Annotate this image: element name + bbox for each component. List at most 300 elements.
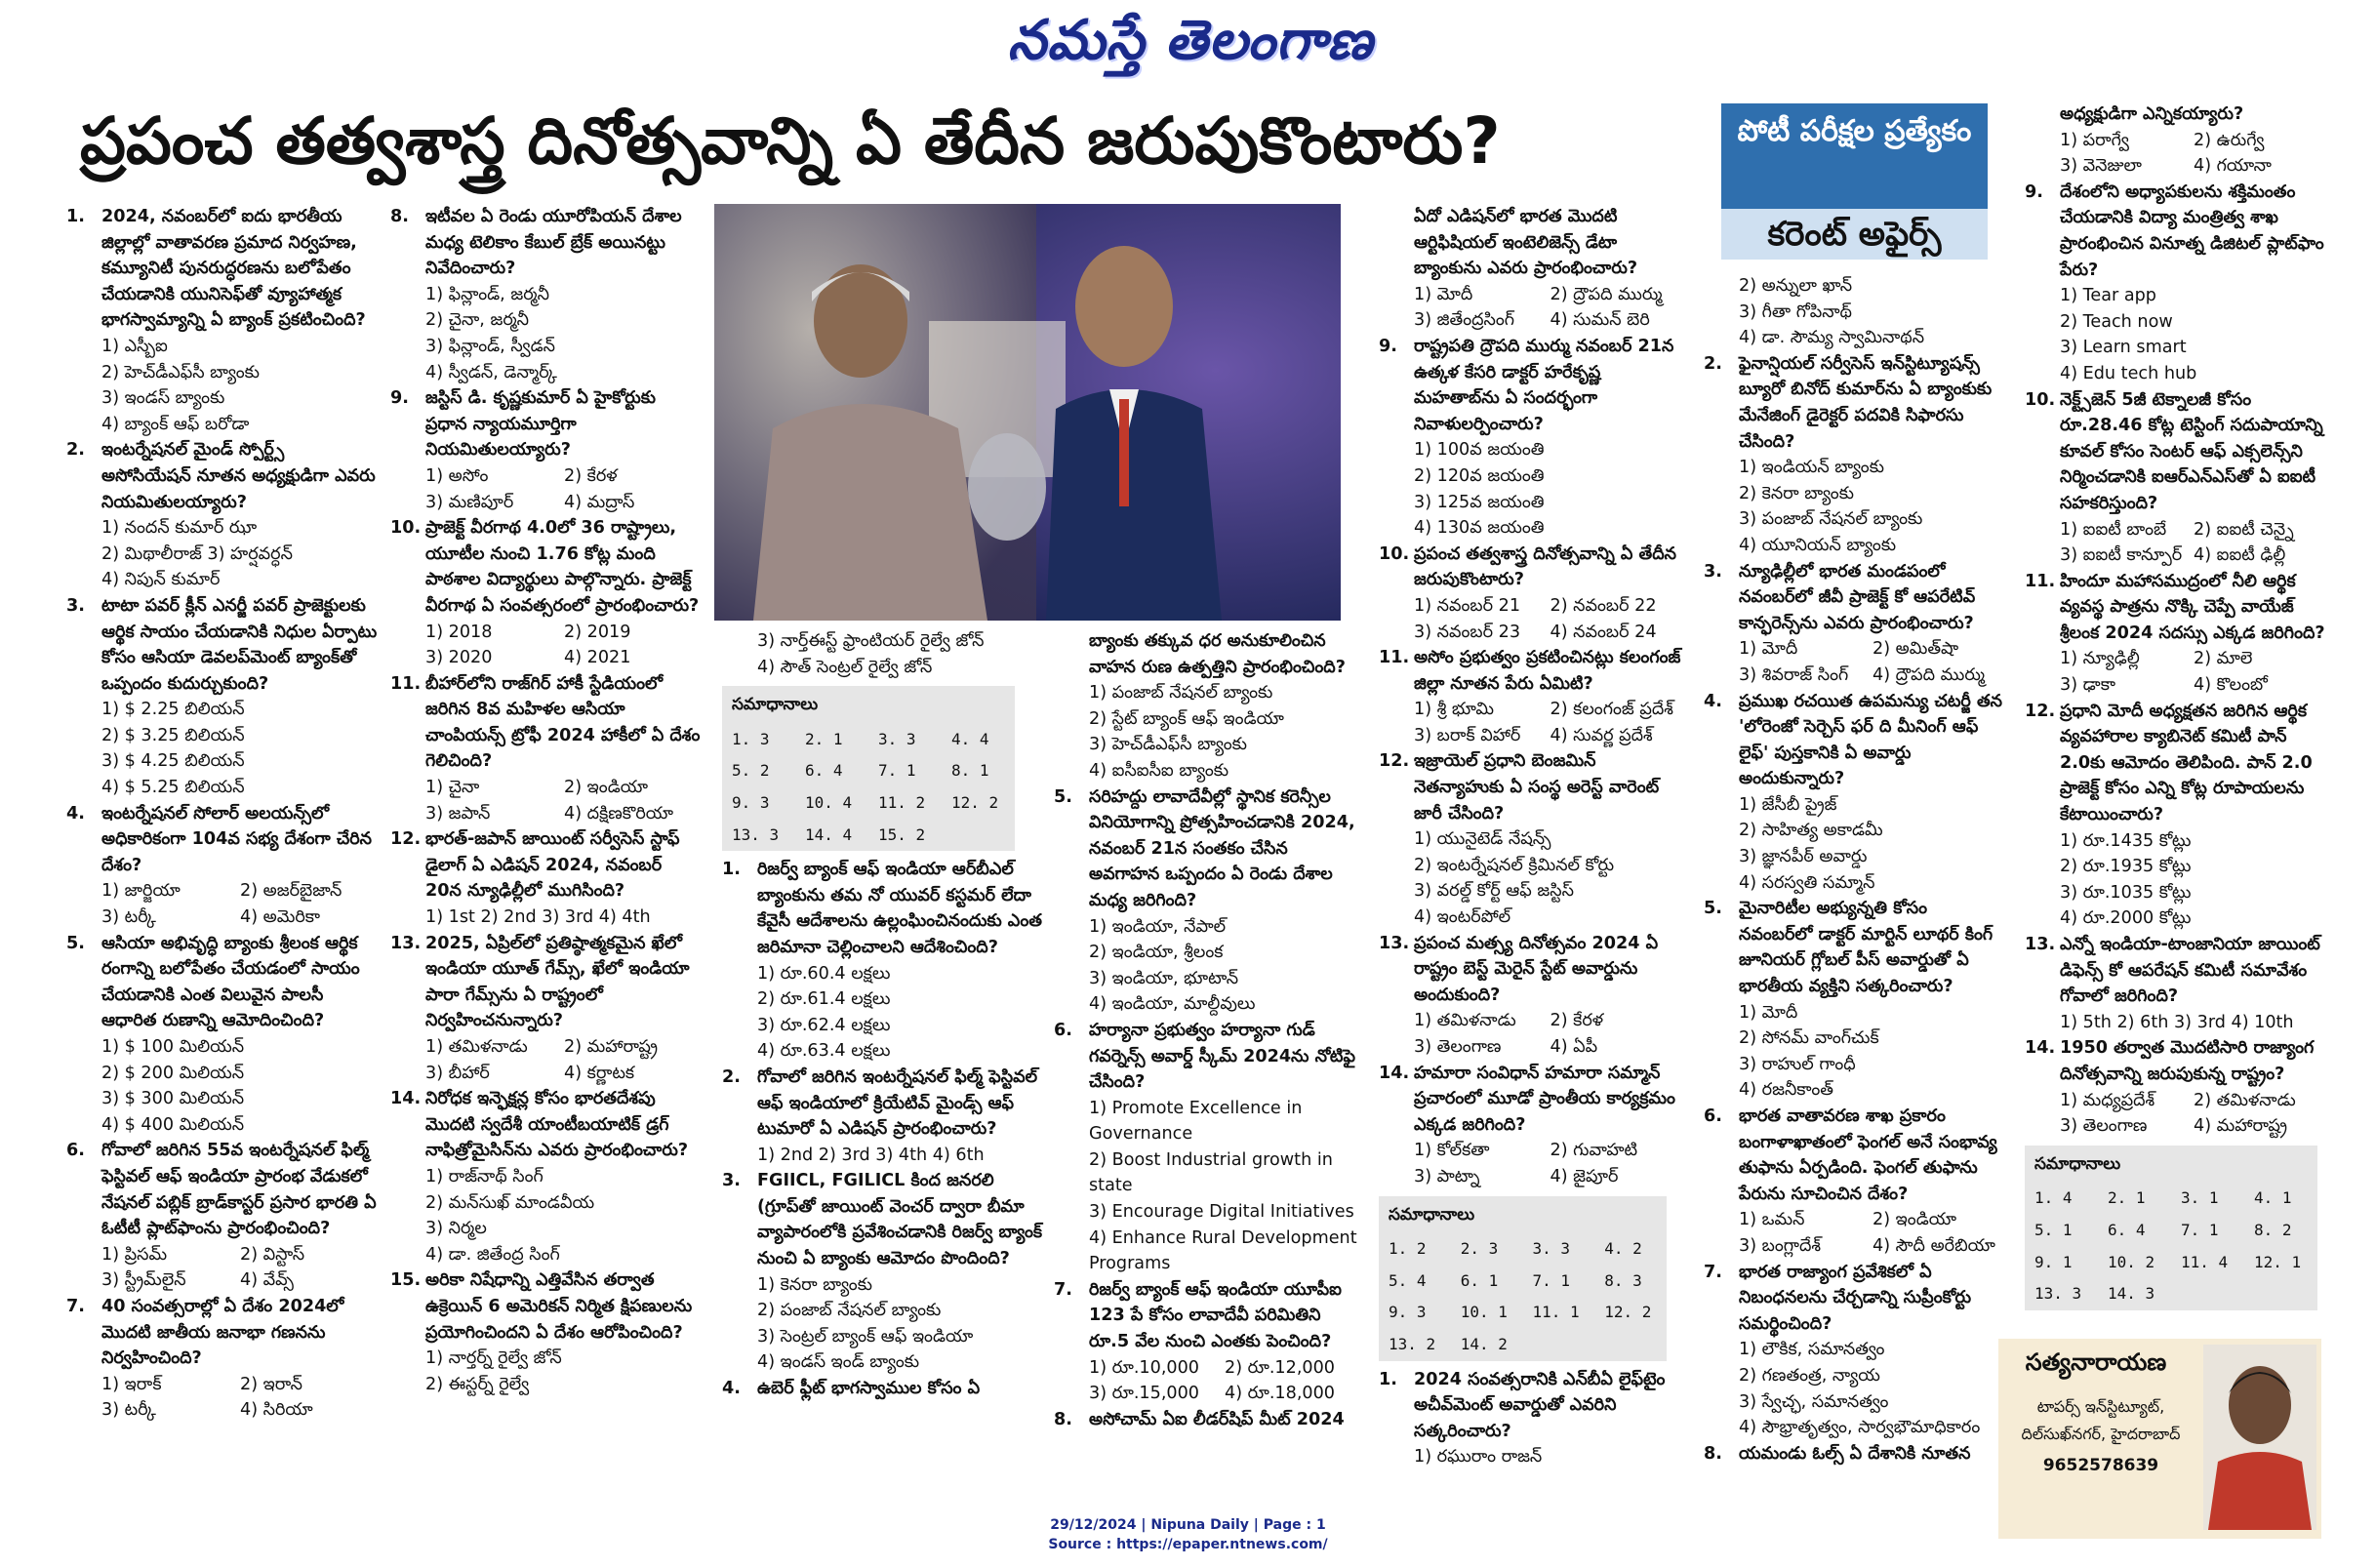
answer-option: 1) నార్తర్న్ రైల్వే జోన్ (425, 1348, 562, 1369)
answers-cell: 13. 3 (2034, 1284, 2082, 1304)
question-stem (1379, 542, 1686, 593)
answers-cell: 14. 2 (1460, 1334, 1508, 1353)
answers-cell: 1. 4 (2034, 1188, 2073, 1208)
answer-option: 3) రాహుల్ గాంధీ (1739, 1054, 1856, 1074)
question-text: గోవాలో జరిగిన 55వ ఇంటర్నేషనల్ ఫిల్మ్ ఫెస్టివల్ ఆఫ్ ఇండియా ప్రారంభ వేడుకలో నేషనల్ పబ్లిక్ బ్రాడ్‌కాస్టర్ ప్రసార భారతి ఏ ఓటీటీ ప్లాట్‌ఫాంను ప్రారంభించింది? (101, 1141, 377, 1239)
question-text: ప్రముఖ రచయిత ఉపమన్యు చటర్జీ తన 'లోరెంజో సెర్చెస్ ఫర్ ది మీనింగ్ ఆఫ్ లైఫ్' పుస్తకానికి ఏ అవార్డు అందుకున్నారు? (1739, 691, 2003, 789)
award-photo (714, 204, 1341, 621)
question-stem (2025, 180, 2327, 283)
answers-row (2025, 1247, 2317, 1279)
question-text: ఇంటర్నేషనల్ మైండ్ స్పోర్ట్స్ అసోసియేషన్ నూతన అధ్యక్షుడిగా ఎవరు నియమితులయ్యారు? (101, 440, 376, 512)
answer-options-grid (390, 1034, 703, 1086)
answer-options-grid (1379, 1138, 1686, 1189)
question (1379, 542, 1686, 645)
answer-option: 4) రూ.2000 కోట్లు (2060, 908, 2192, 929)
answer-option: 2) పంజాబ్ నేషనల్ బ్యాంకు (757, 1301, 942, 1321)
answer-options-grid (390, 463, 703, 515)
question (1054, 1277, 1360, 1407)
answers-cell: 7. 1 (2181, 1220, 2219, 1239)
question (1379, 748, 1686, 930)
answer-option: 2) కెనరా బ్యాంకు (1739, 483, 1854, 503)
question (66, 931, 379, 1139)
answer-option: 3) గీతా గోపినాథ్ (1739, 302, 1852, 322)
answer-option: 1) Promote Excellence in Governance (1089, 1098, 1303, 1145)
answer-option: 3) Learn smart (2060, 338, 2187, 358)
question (722, 1065, 1044, 1168)
answer-option: 3) స్ట్రీమ్‌లైన్ (101, 1270, 186, 1291)
question-text: అసోచామ్ ఏఐ లీడర్‌షిప్ మీట్ 2024 (1089, 1409, 1345, 1429)
answer-options-grid (2025, 128, 2327, 180)
question-number: 2. (1704, 353, 1722, 374)
answer-option: 2) రూ.61.4 లక్షలు (757, 989, 891, 1010)
answer-option: 1) $ 100 మిలియన్ (101, 1037, 245, 1057)
question-text: సరిహద్దు లావాదేవీల్లో స్థానిక కరెన్సీల వినియోగాన్ని ప్రోత్సహించడానికి 2024, నవంబర్ 21న సంతకం చేసిన అవగాహన ఒప్పందం ఏ రెండు దేశాల మధ్య జరిగింది? (1089, 786, 1355, 910)
answer-option: 1) న్యూఢిల్లీ (2060, 649, 2140, 669)
answer-option: 3) జపాన్ (425, 803, 491, 824)
answer-option: 2) హెచ్‌డీఎఫ్‌సీ బ్యాంకు (101, 362, 260, 382)
answers-cell: 7. 1 (878, 761, 916, 781)
question-number: 9. (1379, 336, 1397, 356)
answer-option: 3) ఇండస్ బ్యాంకు (101, 388, 225, 409)
question-stem (66, 437, 379, 515)
answers-row (722, 787, 1015, 820)
answer-option: 1) 1st 2) 2nd 3) 3rd 4) 4th (425, 907, 651, 928)
question (1704, 896, 2006, 1104)
answer-option: 1) కోల్‌కతా (1414, 1141, 1490, 1161)
question (66, 1138, 379, 1294)
masthead-logo: నమస్తే తెలంగాణ (1007, 8, 1374, 72)
question-number (1054, 628, 1089, 680)
question-number: 4. (66, 803, 85, 824)
answer-option: 3) ఫిన్లాండ్, స్వీడన్ (425, 336, 555, 356)
answers-cell: 9. 3 (732, 792, 770, 812)
answers-cell: 13. 3 (732, 824, 780, 844)
answer-option: 4) ఏపీ (1550, 1037, 1598, 1057)
question-stem (2025, 101, 2327, 128)
answer-option: 3) జ్ఞానపీఠ్ అవార్డు (1739, 847, 1868, 867)
question-stem (1704, 1104, 2006, 1207)
question (722, 1168, 1044, 1376)
author-box (1998, 1339, 2321, 1539)
question-number: 7. (1054, 1279, 1072, 1300)
answer-option: 3) రూ.15,000 (1089, 1384, 1199, 1404)
question-text: అరికా నిషేధాన్ని ఎత్తివేసిన తర్వాత ఉక్రెయిన్ 6 అమెరికన్ నిర్మిత క్షిపణులను ప్రయోగించిందని ఏ దేశం ఆరోపించింది? (425, 1270, 693, 1343)
question-text: ఏదో ఎడిషన్‌లో భారత మొదటి ఆర్టిఫిషియల్ ఇంటెలిజెన్స్ డేటా బ్యాంకును ఎవరు ప్రారంభించారు? (1414, 207, 1638, 279)
question-text: జస్టిస్ డి. కృష్ణకుమార్ ఏ హైకోర్టుకు ప్రధాన న్యాయమూర్తిగా నియమితులయ్యారు? (425, 388, 656, 461)
question-text: ప్రపంచ తత్వశాస్త్ర దినోత్సవాన్ని ఏ తేదీన జరుపుకొంటారు? (1414, 543, 1677, 590)
answers-cell: 14. 4 (805, 824, 853, 844)
author-phone: 9652578639 (2042, 1456, 2159, 1475)
question-stem (722, 857, 1044, 960)
question-stem (1704, 1441, 2006, 1467)
answer-option: 4) రజనీకాంత్ (1739, 1080, 1833, 1101)
answer-option: 1) ఐఐటీ బాంబే (2060, 519, 2167, 540)
answer-option: 1) పంజాబ్ నేషనల్ బ్యాంకు (1089, 683, 1273, 704)
question-number: 1. (1379, 1369, 1397, 1389)
answer-option: 2) $ 200 మిలియన్ (101, 1063, 245, 1083)
question-stem (1379, 931, 1686, 1009)
question (1704, 1104, 2006, 1260)
column-2 (390, 204, 703, 1397)
answer-option: 3) శివరాజ్ సింగ్ (1739, 664, 1849, 685)
question-text: 40 సంవత్సరాల్లో ఏ దేశం 2024లో మొదటి జాతీయ జనాభా గణనను నిర్వహించింది? (101, 1296, 344, 1369)
question-text: మైనారిటీల అభ్యున్నతి కోసం నవంబర్‌లో డాక్టర్ మార్టిన్ లూథర్ కింగ్ జూనియర్ గ్లోబల్ పీస్ అవార్డుతో ఏ భారతీయ వ్యక్తిని సత్కరించారు? (1739, 899, 1993, 997)
question-number: 8. (390, 207, 409, 226)
column-3b (1054, 628, 1360, 1432)
answer-options-grid (2025, 646, 2327, 698)
question (1704, 351, 2006, 559)
answers-cell: 2. 3 (1460, 1239, 1499, 1259)
question-text: 1950 తర్వాత మొదటిసారి రాజ్యాంగ దినోత్సవాన్ని జరుపుకున్న రాష్ట్రం? (2060, 1038, 2315, 1084)
answer-option: 4) డా. సౌమ్య స్వామినాథన్ (1739, 328, 1925, 348)
question (2025, 387, 2327, 569)
answer-option: 1) ఎస్బీఐ (101, 336, 168, 356)
answers-cell: 8. 1 (951, 761, 989, 781)
answers-box (722, 686, 1015, 851)
answers-title: సమాధానాలు (732, 695, 819, 715)
award-photo-illustration (714, 204, 1341, 621)
question-stem (66, 204, 379, 334)
author-line1: టాపర్స్ ఇన్‌స్టిట్యూట్, (2036, 1397, 2165, 1416)
question-number: 2. (66, 440, 85, 461)
answer-option: 3) రూ.62.4 లక్షలు (757, 1015, 891, 1035)
answer-option: 2) ద్రౌపది ముర్ము (1550, 284, 1663, 304)
answer-options-grid (1379, 1008, 1686, 1060)
question-stem (390, 671, 703, 775)
question (2025, 699, 2327, 932)
question (1704, 273, 2006, 351)
answers-cell: 5. 1 (2034, 1220, 2073, 1239)
answer-option: 2) విస్టాస్ (240, 1244, 305, 1265)
question-number: 9. (2025, 181, 2043, 202)
question-text: ఎన్నో ఇండియా-టాంజానియా జాయింట్ డిఫెన్స్ కో ఆపరేషన్ కమిటీ సమావేశం గోవాలో జరిగింది? (2060, 935, 2320, 1007)
question-stem (722, 1376, 1044, 1402)
question-number: 7. (1704, 1262, 1722, 1282)
question-number: 3. (66, 595, 85, 616)
question-number: 1. (722, 860, 741, 880)
answers-row (2025, 1215, 2317, 1247)
question-number: 3. (722, 1171, 741, 1191)
answer-option: 1) రఘురాం రాజన్ (1414, 1447, 1543, 1467)
answer-option: 1) 2018 (425, 622, 493, 642)
answer-options-grid (2025, 517, 2327, 569)
answer-option: 4) Edu tech hub (2060, 363, 2197, 383)
author-photo (2203, 1345, 2316, 1530)
question-number: 14. (2025, 1038, 2056, 1059)
answer-option: 1) రూ.10,000 (1089, 1357, 1199, 1378)
answer-option: 1) మధ్యప్రదేశ్ (2060, 1090, 2155, 1110)
question (1379, 931, 1686, 1061)
answer-option: 2) మాలె (2194, 649, 2253, 669)
question-stem (390, 204, 703, 282)
question-stem (66, 593, 379, 697)
question-stem (390, 515, 703, 619)
answer-option: 1) 100వ జయంతి (1414, 440, 1545, 461)
question-number (1379, 204, 1414, 282)
answer-option: 4) ద్రౌపది ముర్ము (1873, 664, 1986, 685)
question (2025, 101, 2327, 180)
answer-option: 1) రూ.60.4 లక్షలు (757, 963, 891, 984)
answer-option: 2) ఉరుగ్వే (2194, 130, 2265, 150)
answer-option: 1) చైనా (425, 778, 480, 798)
answer-option: 3) నార్త్‌ఈస్ట్ ఫ్రాంటియర్ రైల్వే జోన్ (757, 631, 985, 651)
answer-option: 2) మన్‌సుఖ్ మాండవీయ (425, 1192, 595, 1213)
question (1379, 204, 1686, 334)
question (390, 385, 703, 515)
answer-option: 1) అసోం (425, 465, 489, 486)
question-text: భారత వాతావరణ శాఖ ప్రకారం బంగాళాఖాతంలో ఫెంగల్ అనే సంభావ్య తుఫాను ఏర్పడింది. ఫెంగల్ తుఫాను పేరును సూచించిన దేశం? (1739, 1106, 1997, 1204)
answer-option: 1) Tear app (2060, 286, 2156, 306)
answer-option: 1) 5th 2) 6th 3) 3rd 4) 10th (2060, 1012, 2294, 1032)
answer-option: 1) నందన్ కుమార్ ఝా (101, 518, 258, 539)
question-stem (1704, 351, 2006, 455)
answer-option: 3) హెచ్‌డీఎఫ్‌సీ బ్యాంకు (1089, 735, 1247, 755)
answers-cell: 8. 2 (2254, 1220, 2292, 1239)
answer-option: 3) జితేంద్రసింగ్ (1414, 310, 1515, 331)
answers-row (722, 820, 1015, 852)
answer-option: 2) కేరళ (564, 465, 618, 486)
question-text: ఉబెర్ ఫ్లీట్ భాగస్వాముల కోసం ఏ (757, 1379, 981, 1399)
question (390, 931, 703, 1087)
answer-option: 3) ఢాకా (2060, 675, 2115, 696)
question-stem (66, 1138, 379, 1241)
question-text: రిజర్వ్ బ్యాంక్ ఆఫ్ ఇండియా ఆర్‌బీఎల్ బ్యాంకును తమ నో యువర్ కస్టమర్ లేదా కేవైసీ ఆదేశాలను ఉల్లంఘించినందుకు ఎంత జరిమానా చెల్లించాలని ఆదేశించింది? (757, 860, 1042, 957)
answer-option: 4) కొలంబో (2194, 675, 2268, 696)
answer-option: 1) ఒమన్ (1739, 1210, 1805, 1230)
answer-option: 3) పాట్నా (1414, 1166, 1480, 1186)
question (390, 515, 703, 671)
question (66, 204, 379, 437)
answers-row (1379, 1233, 1667, 1266)
answers-cell: 1. 3 (732, 729, 770, 748)
question-number: 13. (390, 933, 422, 953)
question-number: 3. (1704, 561, 1722, 582)
answer-options-grid (390, 775, 703, 826)
answer-option: 2) అన్నులా ఖాన్ (1739, 276, 1853, 296)
question-text: బ్యాంకు తక్కువ ధర అనుకూలించిన వాహన రుణ ఉత్పత్తిని ప్రారంభించింది? (1089, 631, 1346, 677)
answers-cell: 4. 2 (1604, 1239, 1642, 1259)
question-stem (1054, 1277, 1360, 1355)
answers-cell: 11. 1 (1532, 1303, 1580, 1322)
answers-cell: 6. 4 (2108, 1220, 2146, 1239)
question-number: 5. (1054, 786, 1072, 807)
question-stem (1704, 1260, 2006, 1338)
answer-options-grid (2025, 1088, 2327, 1140)
answer-option: 2) మిథాలీరాజ్ 3) హర్షవర్ధన్ (101, 543, 293, 564)
question-stem (1054, 1018, 1360, 1096)
answer-option: 3) టర్కీ (101, 1400, 156, 1421)
question (722, 857, 1044, 1065)
question-number: 10. (390, 518, 422, 539)
answer-option: 3) 125వ జయంతి (1414, 492, 1545, 512)
answers-cell: 10. 4 (805, 792, 853, 812)
question-number: 11. (1379, 648, 1410, 668)
question-text: ఇటీవల ఏ రెండు యూరోపియన్ దేశాల మధ్య టెలికాం కేబుల్ బ్రేక్ అయినట్టు నివేదించారు? (425, 207, 682, 279)
question-stem (2025, 387, 2327, 517)
answer-option: 2) రూ.1935 కోట్లు (2060, 857, 2192, 877)
question-text: ప్రపంచ మత్స్య దినోత్సవం 2024 ఏ రాష్ట్రం బెస్ట్ మెరైన్ స్టేట్ అవార్డును అందుకుంది? (1414, 933, 1659, 1005)
question-number: 15. (390, 1270, 422, 1291)
answer-option: 4) జైపూర్ (1550, 1166, 1619, 1186)
answers-cell: 7. 1 (1532, 1270, 1571, 1290)
question-text: FGIICL, FGILICL కింద జనరలి (గ్రూప్‌తో జాయింట్ వెంచర్ ద్వారా బీమా వ్యాపారంలోకి ప్రవేశించడానికి రిజర్వ్ బ్యాంక్ నుంచి ఏ బ్యాంకు ఆమోదం పొందింది? (757, 1171, 1043, 1269)
answer-option: 4) బ్యాంక్ ఆఫ్ బరోడా (101, 414, 250, 434)
question-text: హిందూ మహాసముద్రంలో నీలి ఆర్థిక వ్యవస్థ పాత్రను నొక్కి చెప్పే వాయేజ్ శ్రీలంక 2024 సదస్సు ఎక్కడ జరిగింది? (2060, 571, 2325, 643)
question-number: 2. (722, 1066, 741, 1087)
column-3 (722, 628, 1044, 1402)
question-text: భారత్-జపాన్ జాయింట్ సర్వీసెస్ స్టాఫ్ డైలాగ్ ఏ ఎడిషన్ 2024, నవంబర్ 20న న్యూఢిల్లీలో ముగిసింది? (425, 829, 680, 902)
answer-option: 2) సాహిత్య అకాడమీ (1739, 821, 1883, 841)
answer-option: 3) మణిపూర్ (425, 492, 514, 512)
question (1704, 559, 2006, 689)
answers-row (722, 724, 1015, 756)
answers-title: సమాధానాలు (1389, 1204, 1475, 1225)
answer-option: 2) ఇండియా (564, 778, 648, 798)
question (1379, 334, 1686, 542)
answer-option: 1) ఇండియా, నేపాల్ (1089, 916, 1227, 937)
footer-date-line: 29/12/2024 | Nipuna Daily | Page : 1 (1050, 1517, 1326, 1533)
answer-option: 3) $ 4.25 బిలియన్ (101, 751, 245, 772)
answer-option: 1) మోదీ (1414, 284, 1473, 304)
answers-cell: 5. 2 (732, 761, 770, 781)
question (1379, 1061, 1686, 1190)
answer-option: 3) నవంబర్ 23 (1414, 622, 1521, 642)
question (66, 437, 379, 593)
answer-option: 4) యూనియన్ బ్యాంకు (1739, 535, 1897, 555)
question (390, 1267, 703, 1397)
question-text: నిరోధక ఇన్ఫెక్షన్ల కోసం భారతదేశపు మొదటి స్వదేశీ యాంటీబయాటిక్ డ్రగ్ నాఫిత్రోమైసిన్‌ను ఎవరు ప్రారంభించారు? (425, 1089, 689, 1161)
answers-cell: 2. 1 (805, 729, 843, 748)
answer-option: 2) $ 3.25 బిలియన్ (101, 725, 245, 745)
section-box-bottom: కరెంట్ అఫైర్స్ (1721, 209, 1988, 260)
answers-cell: 12. 2 (951, 792, 999, 812)
answers-row (1379, 1297, 1667, 1329)
answers-box (2025, 1146, 2317, 1310)
answer-option: 3) $ 300 మిలియన్ (101, 1089, 245, 1109)
answer-option: 3) ఇండియా, భూటాన్ (1089, 968, 1239, 988)
question-number: 5. (1704, 899, 1722, 919)
question-stem (1054, 628, 1360, 680)
question (2025, 180, 2327, 387)
answers-row (2025, 1278, 2317, 1310)
question-text: టాటా పవర్ క్లీన్ ఎనర్జీ పవర్ ప్రాజెక్టులకు ఆర్థిక సాయం చేయడానికి నిధుల ఏర్పాటు కోసం ఆసియా డెవలప్‌మెంట్ బ్యాంక్‌తో ఒప్పందం కుదుర్చుకుంది? (101, 595, 378, 694)
question-number: 10. (1379, 543, 1410, 564)
question-stem (1379, 204, 1686, 282)
question-text: భారత రాజ్యాంగ ప్రవేశికలో ఏ నిబంధనలను చేర్చడాన్ని సుప్రీంకోర్టు సమర్థించింది? (1739, 1262, 1972, 1334)
answer-option: 1) తమిళనాడు (425, 1037, 528, 1057)
question-number: 12. (2025, 701, 2056, 721)
answers-row (722, 755, 1015, 787)
answers-cell: 10. 1 (1460, 1303, 1508, 1322)
question (390, 826, 703, 930)
answer-option: 1) తమిళనాడు (1414, 1011, 1516, 1031)
answers-title: సమాధానాలు (2034, 1153, 2121, 1174)
question-number: 4. (1704, 691, 1722, 711)
question-stem (722, 1065, 1044, 1143)
question-stem (1054, 1407, 1360, 1433)
answer-option: 4) రూ.63.4 లక్షలు (757, 1041, 891, 1062)
answer-option: 3) స్వేచ్ఛ, సమానత్వం (1739, 1391, 1889, 1412)
answers-cell: 11. 2 (878, 792, 926, 812)
answer-option: 4) సరస్వతి సమ్మాన్ (1739, 872, 1875, 893)
column-4 (1379, 204, 1686, 1470)
question-stem (66, 801, 379, 879)
question-stem (2025, 699, 2327, 828)
question-number: 6. (1704, 1106, 1722, 1126)
answer-option: 4) సౌభ్రాతృత్వం, సార్వభౌమాధికారం (1739, 1418, 1981, 1438)
column-5 (1704, 273, 2006, 1467)
question-stem (1704, 559, 2006, 637)
answer-option: 4) అమెరికా (240, 907, 321, 928)
answer-option: 1) జేసీబీ ప్రైజ్ (1739, 794, 1837, 815)
question-number (2025, 101, 2060, 128)
question (1704, 1260, 2006, 1441)
answer-option: 2) అజర్‌బైజాన్ (240, 881, 342, 902)
answers-box (1379, 1196, 1667, 1361)
answer-option: 1) ఇండియన్ బ్యాంకు (1739, 458, 1885, 478)
answers-cell: 10. 2 (2108, 1252, 2155, 1271)
answer-options-grid (66, 1242, 379, 1294)
answer-option: 4) ఇంటర్‌పోల్ (1414, 907, 1511, 928)
question (722, 1376, 1044, 1402)
question-stem (1379, 645, 1686, 697)
question-text: ఫైనాన్షియల్ సర్వీసెస్ ఇన్‌స్టిట్యూషన్స్ బ్యూరో బినోద్ కుమార్‌ను ఏ బ్యాంకుకు మేనేజింగ్ డైరెక్టర్ పదవికి సిఫారసు చేసింది? (1739, 353, 1993, 452)
answer-option: 2) Boost Industrial growth in state (1089, 1149, 1333, 1196)
answer-option: 4) సౌత్ సెంట్రల్ రైల్వే జోన్ (757, 657, 933, 677)
question (66, 593, 379, 801)
answer-option: 4) కర్ణాటక (564, 1063, 635, 1083)
question-number: 4. (722, 1379, 741, 1399)
question-text: ఇజ్రాయెల్ ప్రధాని బెంజమిన్ నెతన్యాహుకు ఏ సంస్థ అరెస్ట్ వారెంట్ జారీ చేసింది? (1414, 751, 1660, 824)
question-number: 10. (2025, 389, 2056, 410)
answers-cell (1523, 1329, 1595, 1361)
answer-options-grid (66, 1372, 379, 1424)
answers-cell: 9. 3 (1389, 1303, 1427, 1322)
question (1054, 628, 1360, 784)
answer-option: 2) కేరళ (1550, 1011, 1604, 1031)
question-number: 14. (1379, 1063, 1410, 1083)
question-text: రాష్ట్రపతి ద్రౌపది ముర్ము నవంబర్ 21న ఉత్కళ కేసరి డాక్టర్ హరేకృష్ణ మహతాబ్‌ను ఏ సందర్భంగా నివాళులర్పించారు? (1414, 336, 1674, 434)
question-number: 1. (66, 207, 85, 226)
question-stem (390, 1086, 703, 1164)
question-text: బీహార్‌లోని రాజ్‌గిర్ హాకీ స్టేడియంలో జరిగిన 8వ మహిళల ఆసియా చాంపియన్స్ ట్రోఫీ 2024 హాకీలో ఏ దేశం గెలిచింది? (425, 673, 701, 772)
answer-option: 3) ఐఐటీ కాన్పూర్ (2060, 545, 2183, 566)
answer-option: 2) సోనమ్ వాంగ్‌చుక్ (1739, 1028, 1879, 1049)
question-text: ప్రధాని మోదీ అధ్యక్షతన జరిగిన ఆర్థిక వ్యవహారాల క్యాబినెట్ కమిటీ పాన్ 2.0కు ఆమోదం తెలిపింది. పాన్ 2.0 ప్రాజెక్ట్ కోసం ఎన్ని కోట్ల రూపాయలను కేటాయించారు? (2060, 701, 2313, 825)
answers-cell: 9. 1 (2034, 1252, 2073, 1271)
answer-option: 4) దక్షిణకొరియా (564, 803, 674, 824)
question-stem (390, 931, 703, 1034)
answer-option: 2) ఇండియా (1873, 1210, 1956, 1230)
question (2025, 1035, 2327, 1139)
question-stem (1379, 334, 1686, 437)
answer-options-grid (1379, 282, 1686, 334)
answer-option: 2) ఈస్టర్న్ రైల్వే (425, 1374, 530, 1394)
answer-option: 4) వేవ్స్ (240, 1270, 294, 1291)
question-stem (1379, 748, 1686, 826)
answer-option: 3) పంజాబ్ నేషనల్ బ్యాంకు (1739, 509, 1923, 530)
question-stem (66, 1294, 379, 1372)
question-stem (2025, 569, 2327, 647)
question-number: 12. (1379, 751, 1410, 772)
answer-option: 2) 120వ జయంతి (1414, 465, 1545, 486)
answer-option: 4) సిరియా (240, 1400, 313, 1421)
page-footer (0, 1515, 2376, 1554)
question-number: 12. (390, 829, 422, 850)
answers-table (722, 724, 1015, 851)
question (1704, 689, 2006, 897)
answer-options-grid (1379, 593, 1686, 645)
